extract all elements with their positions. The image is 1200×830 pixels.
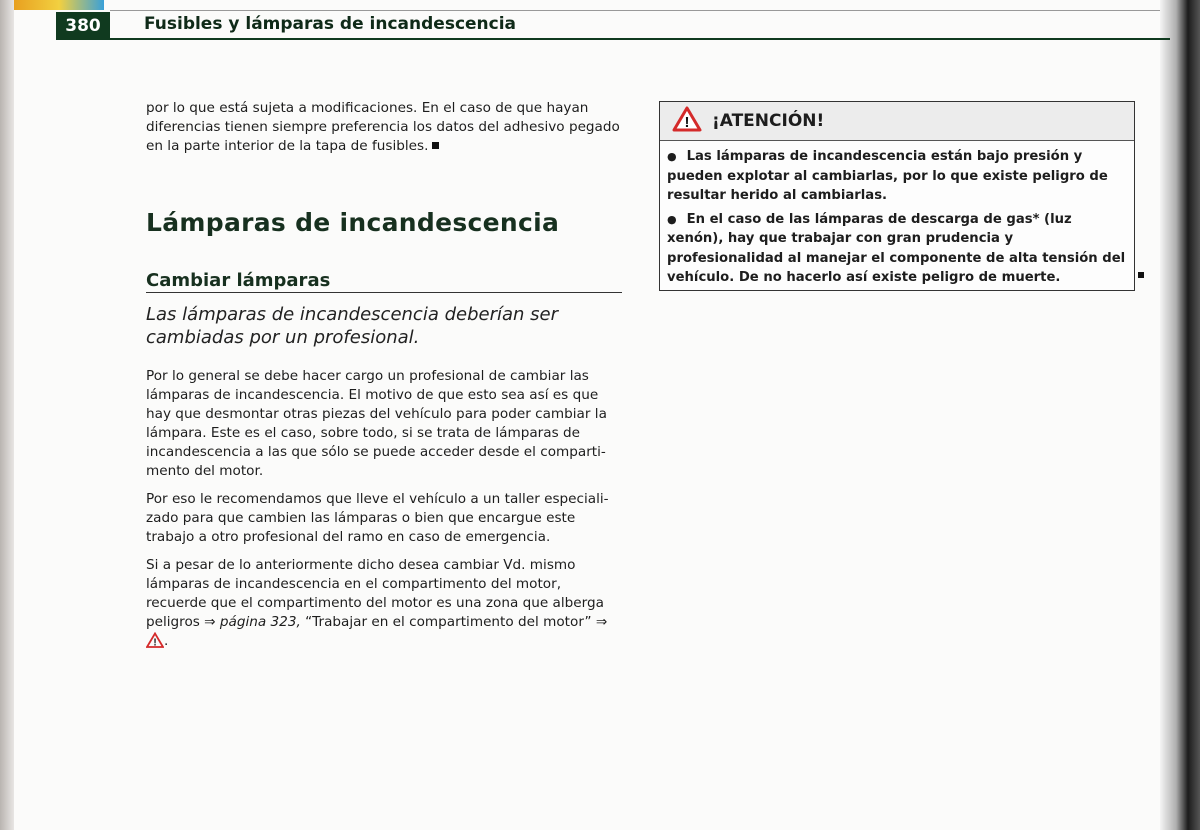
warning-header — [660, 102, 1134, 141]
subsection-title: Cambiar lámparas — [146, 270, 331, 291]
end-mark-icon — [1138, 272, 1144, 278]
lead-text: Las lámparas de incandescencia deberían ser cambiadas por un profesional. — [146, 304, 558, 348]
bullet-icon: ● — [667, 150, 677, 163]
warning-box — [659, 101, 1135, 291]
warning-triangle-icon — [672, 106, 702, 136]
intro-text: por lo que está sujeta a modificaciones. En el caso de que hayan diferencias tienen siempre preferencia los datos del adhesivo pegado en la parte interior de la tapa de fusibles. — [146, 100, 620, 154]
svg-text:!: ! — [153, 637, 157, 648]
body-text — [146, 367, 624, 654]
warning-item — [667, 210, 1128, 288]
bullet-icon: ● — [667, 212, 677, 226]
end-mark-icon — [432, 142, 439, 149]
warning-item-text: En el caso de las lámparas de descarga de gas* (luz xenón), hay que trabajar con gran prudencia y profesionalidad al manejar el componente de alta tensión del vehículo. De no hacerlo así existe peligro de muerte. — [667, 211, 1126, 285]
warning-triangle-icon[interactable] — [146, 632, 164, 654]
period: . — [164, 633, 169, 649]
warning-item — [667, 147, 1128, 206]
previous-page-line — [110, 10, 1160, 11]
paragraph-last — [146, 556, 624, 654]
warning-title: ¡ATENCIÓN! — [712, 111, 825, 131]
book-binding-edge — [1160, 0, 1200, 830]
warning-item-text: Las lámparas de incandescencia están bajo presión y pueden explotar al cambiarlas, por lo que existe peligro de resultar herido al cambiarlas. — [667, 149, 1108, 203]
arrow: ⇒ — [595, 614, 608, 630]
paragraph: Por lo general se debe hacer cargo un profesional de cambiar las lámparas de incandescencia. El motivo de que esto sea así es que hay que desmontar otras piezas del vehículo para poder cambiar la lámpara. Este es el caso, sobre todo, si se trata de lámparas de incandescencia a las que sólo se puede acceder desde el comparti-mento del motor. — [146, 368, 607, 479]
previous-page-tab — [14, 0, 104, 10]
page-number: 380 — [56, 12, 110, 40]
svg-text:!: ! — [684, 114, 690, 131]
intro-paragraph — [146, 99, 624, 156]
running-title: Fusibles y lámparas de incandescencia — [144, 14, 517, 34]
paragraph: Por eso le recomendamos que lleve el vehículo a un taller especiali-zado para que cambien las lámparas o bien que encargue este trabajo a otro profesional del ramo en caso de emergencia. — [146, 491, 609, 545]
page-reference-link[interactable]: página 323, — [219, 614, 301, 630]
section-reference[interactable]: “Trabajar en el compartimento del motor” — [305, 614, 592, 630]
subsection-rule — [146, 292, 622, 293]
header-rule — [110, 38, 1170, 40]
paragraph-text: Si a pesar de lo anteriormente dicho desea cambiar Vd. mismo lámparas de incandescencia en el compartimento del motor, recuerde que el compartimento del motor es una zona que alberga peligros ⇒ — [146, 557, 604, 630]
page-edge-left — [0, 0, 14, 830]
section-title: Lámparas de incandescencia — [146, 208, 560, 237]
